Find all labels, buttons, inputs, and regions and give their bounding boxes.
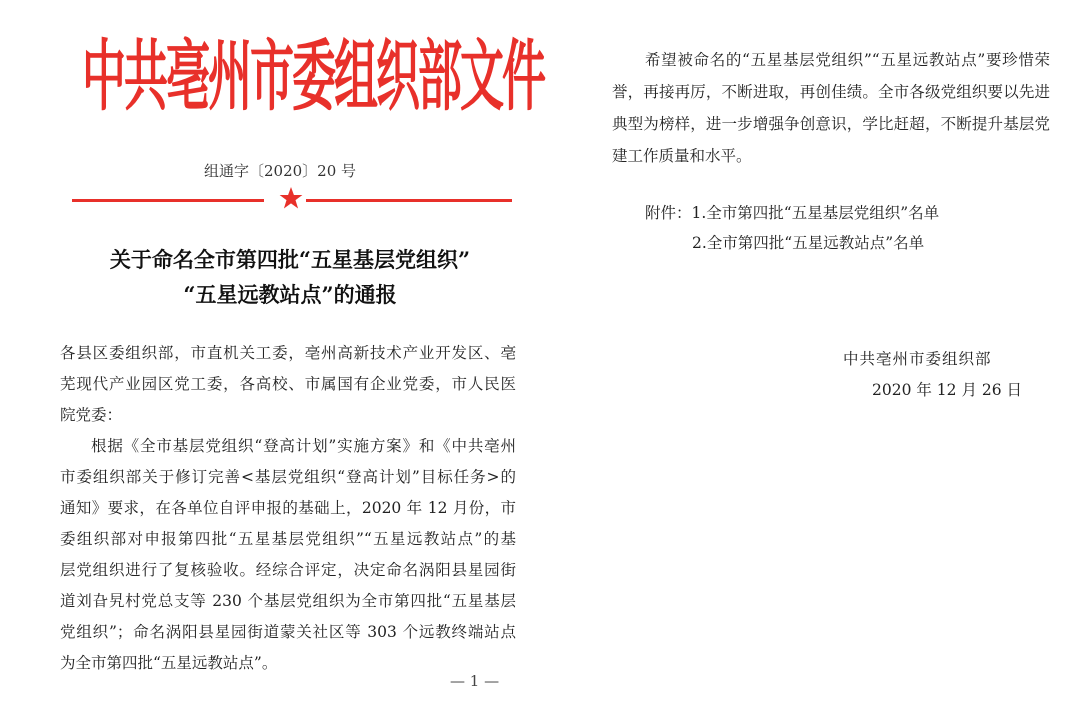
body-line: 委组织部对申报第四批“五星基层党组织”“五星远教站点”的基 [60,530,516,548]
body-line: 为全市第四批“五星远教站点”。 [60,654,278,672]
body-line: 誉，再接再厉，不断进取，再创佳绩。全市各级党组织要以先进 [612,83,1050,101]
attachment-2: 2.全市第四批“五星远教站点”名单 [692,234,925,252]
body-line: 通知》要求，在各单位自评申报的基础上，2020 年 12 月份，市 [60,499,516,517]
signature-date: 2020 年 12 月 26 日 [872,381,1023,399]
body-line: 市委组织部关于修订完善<基层党组织“登高计划”目标任务>的 [60,468,516,486]
body-line: 党组织”；命名涡阳县星园街道蒙关社区等 303 个远教终端站点 [60,623,516,641]
attachment-1: 附件：1.全市第四批“五星基层党组织”名单 [645,204,940,222]
notice-title-line-1: 关于命名全市第四批“五星基层党组织” [109,247,471,272]
masthead-title: 中共亳州市委组织部文件 [82,33,544,123]
body-line: 院党委： [60,406,123,424]
body-line: 各县区委组织部，市直机关工委，亳州高新技术产业开发区、亳 [60,344,516,362]
body-line: 芜现代产业园区党工委，各高校、市属国有企业党委，市人民医 [60,375,516,393]
body-line: 希望被命名的“五星基层党组织”“五星远教站点”要珍惜荣 [645,51,1050,69]
body-line: 根据《全市基层党组织“登高计划”实施方案》和《中共亳州 [91,437,516,455]
body-line: 道刘旮旯村党总支等 230 个基层党组织为全市第四批“五星基层 [60,592,516,610]
red-rule-left [72,199,264,202]
body-line: 典型为榜样，进一步增强争创意识，学比赶超，不断提升基层党 [612,115,1050,133]
star-icon [279,186,303,210]
left-body [60,338,516,679]
page-number: — 1 — [450,672,500,690]
body-line: 建工作质量和水平。 [612,147,752,165]
right-body [612,44,1050,172]
red-rule-right [306,199,512,202]
document-number: 组通字〔2020〕20 号 [203,162,357,180]
signature-organization: 中共亳州市委组织部 [843,350,992,368]
notice-title-line-2: “五星远教站点”的通报 [183,282,397,307]
body-line: 层党组织进行了复核验收。经综合评定，决定命名涡阳县星园街 [60,561,516,579]
